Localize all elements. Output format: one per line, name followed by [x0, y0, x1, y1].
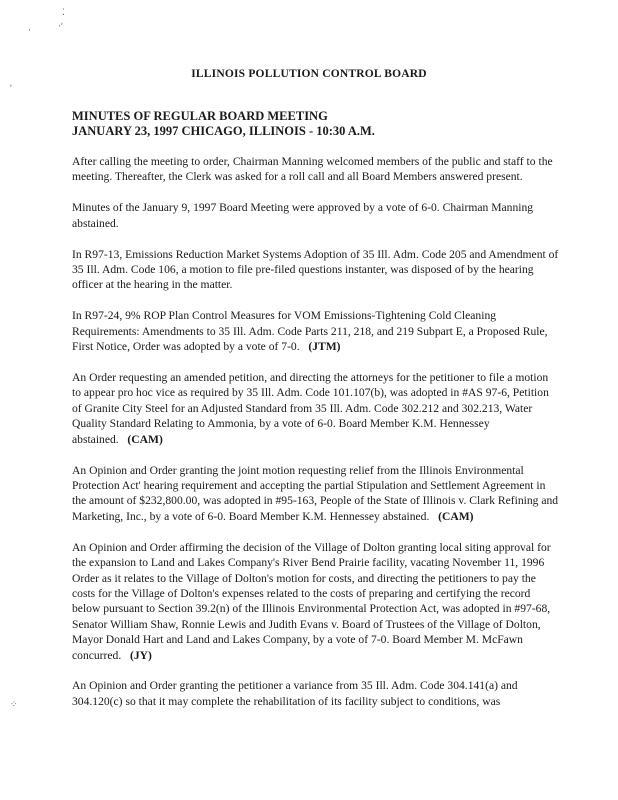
scan-mark: ·ʹ [58, 21, 63, 31]
paragraph-text: An Opinion and Order granting the joint motion requesting relief from the Illinois Environmental Protection Act' hearing requirement and accepting the partial Stipulation and Settlement Agreement in the amount of $232,800.00, was adopted in #95-163, People of the State of Illinois v. Clark Refining and Marketing, Inc., by a vote of 6-0. Board Member K.M. Hennessey abstained. [72, 463, 559, 523]
paragraph-call-to-order [72, 154, 560, 185]
paragraph-text: After calling the meeting to order, Chairman Manning welcomed members of the public and staff to the meeting. Thereafter, the Clerk was asked for a roll call and all Board Members answered present. [72, 155, 553, 184]
paragraph-95-163 [72, 463, 560, 525]
paragraph-text: In R97-13, Emissions Reduction Market Systems Adoption of 35 Ill. Adm. Code 205 and Amendment of 35 Ill. Adm. Code 106, a motion to file pre-filed questions instanter, was disposed of by the hearing officer at the hearing in the matter. [72, 247, 559, 292]
paragraph-r97-13 [72, 247, 560, 293]
scan-mark: ⁘ [10, 699, 18, 709]
paragraph-initials: (CAM) [438, 509, 474, 523]
paragraph-text: In R97-24, 9% ROP Plan Control Measures for VOM Emissions-Tightening Cold Cleaning Requirements: Amendments to 35 Ill. Adm. Code Parts 211, 218, and 219 Subpart E, a Proposed Rule, First Notice, Order was adopted by a vote of 7-0. [72, 309, 548, 354]
paragraph-text: An Order requesting an amended petition, and directing the attorneys for the petitioner to file a motion to appear pro hoc vice as required by 35 Ill. Adm. Code 101.107(b), was adopted in #AS 97-6, Petition of Granite City Steel for an Adjusted Standard from 35 Ill. Adm. Code 302.212 and 302.213, Water Quality Standard Relating to Ammonia, by a vote of 6-0. Board Member K.M. Hennessey abstained. [72, 371, 549, 446]
paragraph-initials: (JTM) [308, 340, 341, 354]
paragraph-initials: (CAM) [127, 432, 163, 446]
scan-mark: ʹ [10, 83, 12, 93]
paragraph-text: An Opinion and Order affirming the decision of the Village of Dolton granting local siting approval for the expansion to Land and Lakes Company's River Bend Prairie facility, vacating November 11, 1996 Order as it relates to the Village of Dolton's motion for costs, and directing the petitioners to pay the costs for the Village of Dolton's expenses related to the costs of preparing and certifying the record below pursuant to Section 39.2(n) of the Illinois Environmental Protection Act, was adopted in #97-68, Senator William Shaw, Ronnie Lewis and Judith Evans v. Board of Trustees of the Village of Dolton, Mayor Donald Hart and Land and Lakes Company, by a vote of 7-0. Board Member M. McFawn concurred. [72, 540, 551, 662]
paragraph-as97-6 [72, 370, 560, 447]
paragraph-97-68 [72, 540, 560, 663]
paragraph-r97-24 [72, 308, 560, 354]
minutes-body [72, 154, 560, 725]
minutes-heading-line2: JANUARY 23, 1997 CHICAGO, ILLINOIS - 10:30 A.M. [72, 124, 375, 138]
minutes-heading [72, 109, 572, 139]
paragraph-initials: (JY) [129, 648, 152, 662]
paragraph-variance [72, 678, 560, 709]
paragraph-text: An Opinion and Order granting the petitioner a variance from 35 Ill. Adm. Code 304.141(a) and 304.120(c) so that it may complete the rehabilitation of its facility subject to conditions, was [72, 679, 518, 708]
paragraph-minutes-approval [72, 200, 560, 231]
scan-mark: ⁚ [62, 7, 65, 17]
board-title: ILLINOIS POLLUTION CONTROL BOARD [191, 68, 427, 80]
minutes-heading-line1: MINUTES OF REGULAR BOARD MEETING [72, 109, 328, 123]
paragraph-text: Minutes of the January 9, 1997 Board Meeting were approved by a vote of 6-0. Chairman Manning abstained. [72, 201, 534, 230]
scan-mark: · [28, 25, 31, 35]
